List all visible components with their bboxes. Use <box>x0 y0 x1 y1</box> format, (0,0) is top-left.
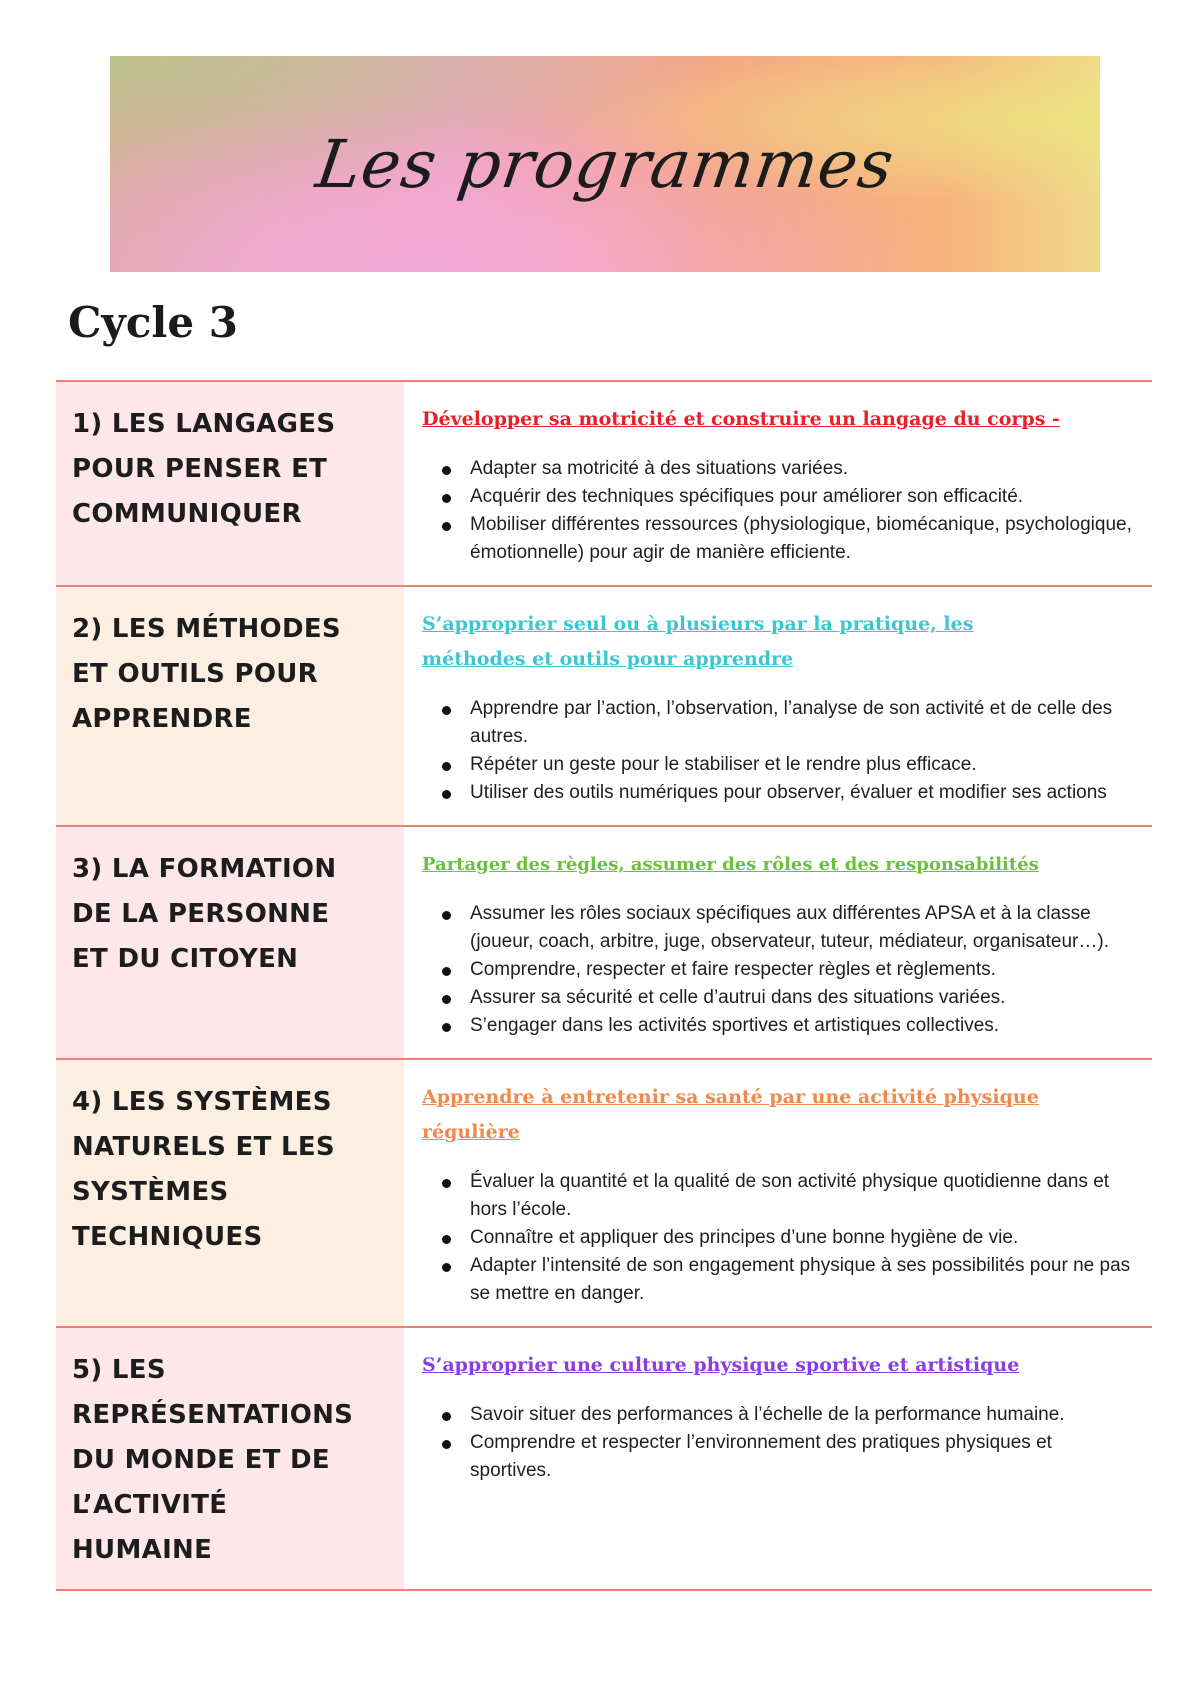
cycle-heading: Cycle 3 <box>68 298 238 347</box>
list-item: Assumer les rôles sociaux spécifiques aux différentes APSA et à la classe (joueur, coach, arbitre, juge, observateur, tuteur, médiateur, organisateur…). <box>470 900 1134 956</box>
bullet-icon <box>442 995 451 1004</box>
list-item: Apprendre par l’action, l’observation, l’analyse de son activité et de celle des autres. <box>470 695 1134 751</box>
section-content-cell <box>404 1060 1152 1326</box>
section-objective: S’approprier une culture physique sportive et artistique <box>422 1354 1020 1376</box>
bullet-icon <box>442 1440 451 1449</box>
section-row-2 <box>56 587 1152 827</box>
section-row-3 <box>56 827 1152 1060</box>
list-item: Connaître et appliquer des principes d’une bonne hygiène de vie. <box>470 1224 1134 1252</box>
programme-table <box>56 380 1152 1591</box>
bullet-icon <box>442 1023 451 1032</box>
section-row-4 <box>56 1060 1152 1328</box>
list-item: Adapter sa motricité à des situations variées. <box>470 455 1134 483</box>
list-item: Mobiliser différentes ressources (physiologique, biomécanique, psychologique, émotionnelle) pour agir de manière efficiente. <box>470 511 1134 567</box>
header-banner <box>110 56 1100 272</box>
section-title-cell <box>56 1328 404 1589</box>
bullet-icon <box>442 706 451 715</box>
section-content-cell <box>404 587 1152 825</box>
competency-list <box>422 1168 1134 1308</box>
competency-list <box>422 900 1134 1040</box>
section-title-cell <box>56 1060 404 1326</box>
bullet-icon <box>442 1263 451 1272</box>
bullet-icon <box>442 911 451 920</box>
section-title: 3) LA FORMATION DE LA PERSONNE ET DU CITOYEN <box>72 854 337 974</box>
list-item: Comprendre, respecter et faire respecter règles et règlements. <box>470 956 1134 984</box>
section-title: 5) LES REPRÉSENTATIONS DU MONDE ET DE L’ACTIVITÉ HUMAINE <box>72 1355 354 1565</box>
competency-list <box>422 455 1134 567</box>
section-objective: Partager des règles, assumer des rôles et des responsabilités <box>422 854 1039 875</box>
bullet-icon <box>442 522 451 531</box>
section-title-cell <box>56 827 404 1058</box>
list-item: Répéter un geste pour le stabiliser et le rendre plus efficace. <box>470 751 1134 779</box>
competency-list <box>422 1401 1134 1485</box>
banner-title: Les programmes <box>311 125 899 203</box>
section-objective: Apprendre à entretenir sa santé par une activité physique régulière <box>422 1086 1039 1143</box>
bullet-icon <box>442 466 451 475</box>
list-item: Comprendre et respecter l’environnement des pratiques physiques et sportives. <box>470 1429 1134 1485</box>
section-title: 4) LES SYSTÈMES NATURELS ET LES SYSTÈMES TECHNIQUES <box>72 1087 335 1252</box>
bullet-icon <box>442 1235 451 1244</box>
bullet-icon <box>442 967 451 976</box>
section-content-cell <box>404 1328 1152 1589</box>
list-item: Utiliser des outils numériques pour observer, évaluer et modifier ses actions <box>470 779 1134 807</box>
section-title-cell <box>56 587 404 825</box>
list-item: Acquérir des techniques spécifiques pour améliorer son efficacité. <box>470 483 1134 511</box>
section-content-cell <box>404 827 1152 1058</box>
list-item: S’engager dans les activités sportives et artistiques collectives. <box>470 1012 1134 1040</box>
bullet-icon <box>442 1179 451 1188</box>
competency-list <box>422 695 1134 807</box>
list-item: Savoir situer des performances à l’échelle de la performance humaine. <box>470 1401 1134 1429</box>
section-title-cell <box>56 382 404 585</box>
bullet-icon <box>442 494 451 503</box>
bullet-icon <box>442 762 451 771</box>
list-item: Adapter l’intensité de son engagement physique à ses possibilités pour ne pas se mettre en danger. <box>470 1252 1134 1308</box>
section-title: 2) LES MÉTHODES ET OUTILS POUR APPRENDRE <box>72 614 341 734</box>
section-objective: S’approprier seul ou à plusieurs par la pratique, les méthodes et outils pour apprendre <box>422 613 974 670</box>
section-row-5 <box>56 1328 1152 1591</box>
section-objective: Développer sa motricité et construire un langage du corps - <box>422 408 1060 430</box>
bullet-icon <box>442 790 451 799</box>
section-row-1 <box>56 382 1152 587</box>
section-title: 1) LES LANGAGES POUR PENSER ET COMMUNIQUER <box>72 409 336 529</box>
bullet-icon <box>442 1412 451 1421</box>
list-item: Assurer sa sécurité et celle d’autrui dans des situations variées. <box>470 984 1134 1012</box>
section-content-cell <box>404 382 1152 585</box>
list-item: Évaluer la quantité et la qualité de son activité physique quotidienne dans et hors l’école. <box>470 1168 1134 1224</box>
